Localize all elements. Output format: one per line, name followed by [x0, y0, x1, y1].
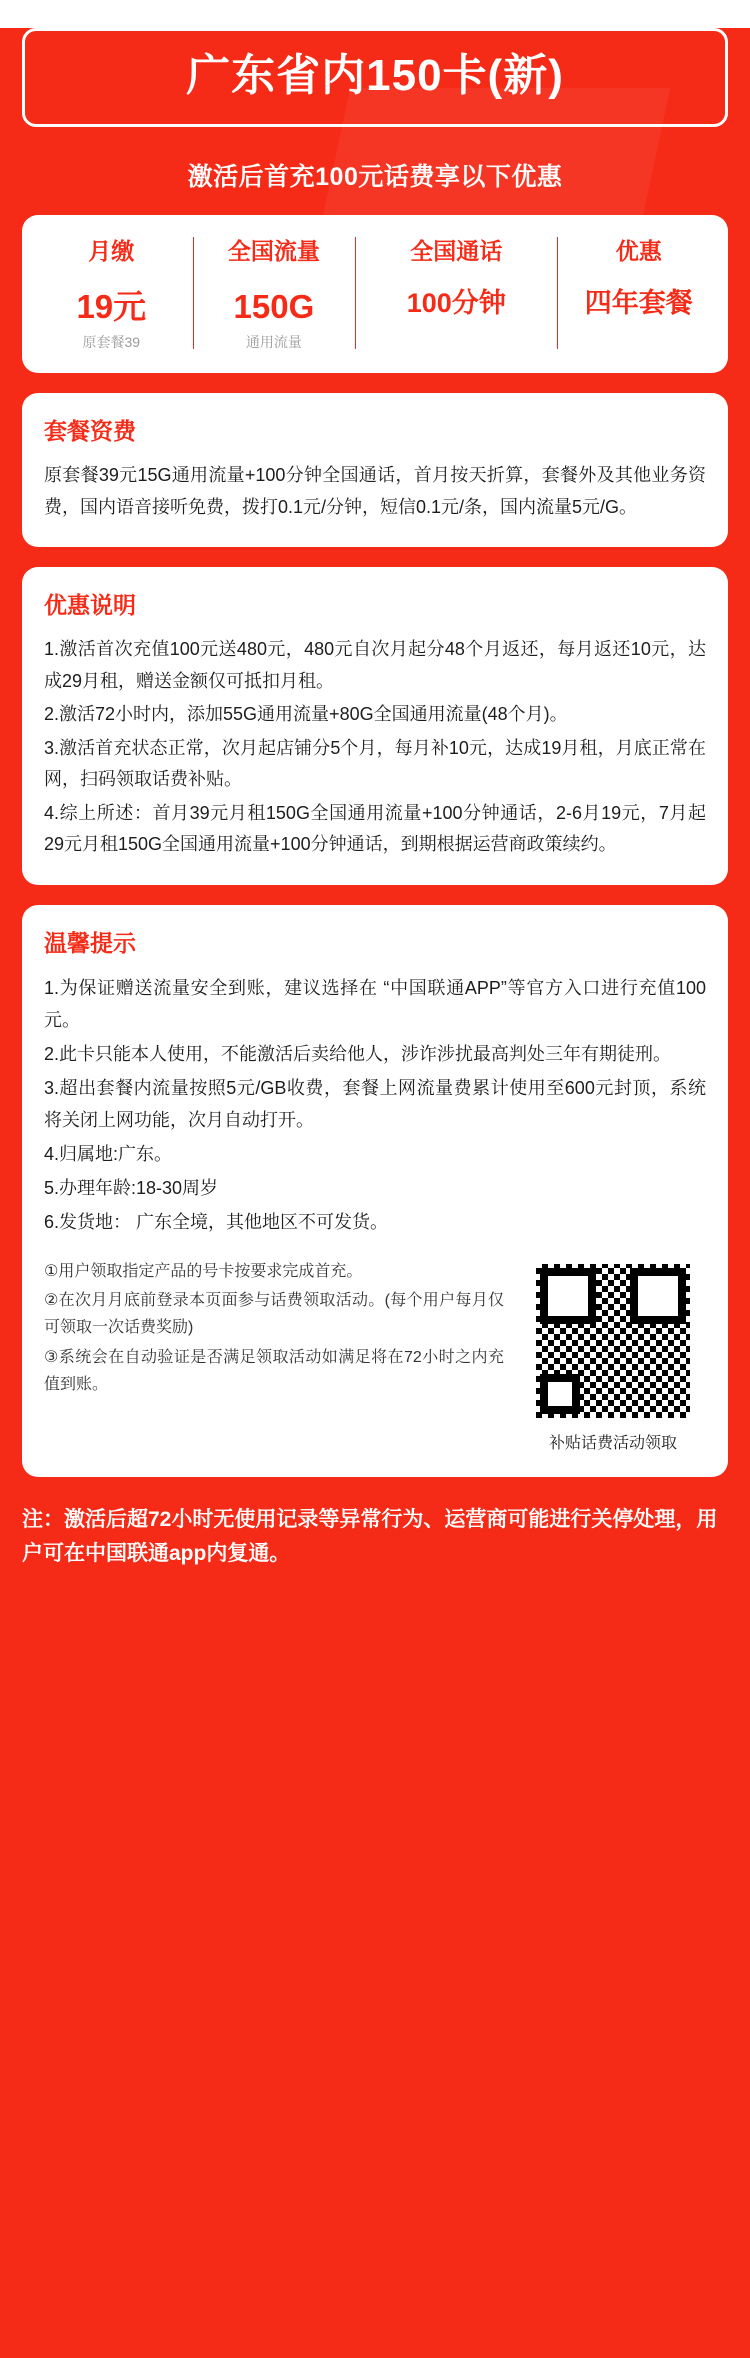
hero-banner [22, 28, 728, 127]
spec-header: 月缴 [88, 237, 135, 264]
tips-item: 5.办理年龄:18-30周岁 [44, 1177, 219, 1198]
spec-header: 优惠 [615, 237, 662, 264]
tariff-title: 套餐资费 [44, 418, 136, 445]
spec-column-national-data [193, 231, 356, 356]
spec-value: 150G [233, 287, 315, 325]
tips-card [22, 905, 728, 1477]
spec-note: 原套餐39 [82, 334, 141, 351]
hero-subtitle: 激活后首充100元话费享以下优惠 [187, 162, 563, 191]
tips-list [44, 972, 706, 1238]
qr-right-column [520, 1258, 706, 1453]
page-title: 广东省内150卡(新) [186, 51, 564, 100]
spec-note [559, 326, 718, 344]
tips-item: 1.为保证赠送流量安全到账，建议选择在 “中国联通APP”等官方入口进行充值100元。 [44, 977, 706, 1030]
promo-page [0, 28, 750, 2358]
spec-table [22, 215, 728, 374]
qr-corner-marker [540, 1374, 580, 1414]
spec-value: 100分钟 [406, 287, 506, 318]
promo-item: 3.激活首充状态正常，次月起店铺分5个月，每月补10元，达成19月租，月底正常在网，扫码领取话费补贴。 [44, 737, 706, 790]
qr-note: ①用户领取指定产品的号卡按要求完成首充。 [44, 1263, 363, 1281]
footer-note: 注：激活后超72小时无使用记录等异常行为、运营商可能进行关停处理，用户可在中国联通app内复通。 [22, 1508, 718, 1565]
spec-column-monthly-fee [30, 231, 193, 356]
spec-column-discount [557, 231, 720, 356]
qr-caption: 补贴话费活动领取 [548, 1435, 677, 1453]
page-content [0, 28, 750, 1477]
tips-item: 6.发货地： 广东全境，其他地区不可发货。 [44, 1211, 389, 1232]
promo-card [22, 567, 728, 885]
spec-header: 全国通话 [410, 237, 503, 264]
spec-note [357, 326, 555, 344]
qr-code-icon[interactable] [534, 1262, 692, 1420]
promo-title: 优惠说明 [44, 592, 136, 619]
spec-value: 四年套餐 [584, 287, 693, 318]
promo-item: 2.激活72小时内，添加55G通用流量+80G全国通用流量(48个月)。 [44, 704, 568, 725]
tariff-card [22, 393, 728, 547]
qr-block [44, 1258, 706, 1453]
spec-column-national-voice [355, 231, 557, 356]
spec-note: 通用流量 [245, 334, 302, 351]
spec-value: 19元 [76, 287, 147, 325]
tips-item: 3.超出套餐内流量按照5元/GB收费，套餐上网流量费累计使用至600元封顶，系统将关闭上网功能，次月自动打开。 [44, 1077, 706, 1130]
tips-title: 温馨提示 [44, 929, 136, 956]
spec-header: 全国流量 [227, 237, 320, 264]
tariff-body: 原套餐39元15G通用流量+100分钟全国通话，首月按天折算，套餐外及其他业务资费，国内语音接听免费，拨打0.1元/分钟，短信0.1元/条，国内流量5元/G。 [44, 465, 706, 517]
promo-item: 4.综上所述：首月39元月租150G全国通用流量+100分钟通话，2-6月19元，7月起29元月租150G全国通用流量+100分钟通话，到期根据运营商政策续约。 [44, 802, 706, 855]
tips-item: 2.此卡只能本人使用，不能激活后卖给他人，涉诈涉扰最高判处三年有期徒刑。 [44, 1043, 672, 1064]
tips-item: 4.归属地:广东。 [44, 1143, 173, 1164]
qr-notes [44, 1258, 504, 1398]
qr-note: ②在次月月底前登录本页面参与话费领取活动。(每个用户每月仅可领取一次话费奖励) [44, 1292, 504, 1337]
qr-note: ③系统会在自动验证是否满足领取活动如满足将在72小时之内充值到账。 [44, 1348, 504, 1393]
promo-item: 1.激活首次充值100元送480元，480元自次月起分48个月返还，每月返还10元，达成29月租，赠送金额仅可抵扣月租。 [44, 639, 706, 691]
